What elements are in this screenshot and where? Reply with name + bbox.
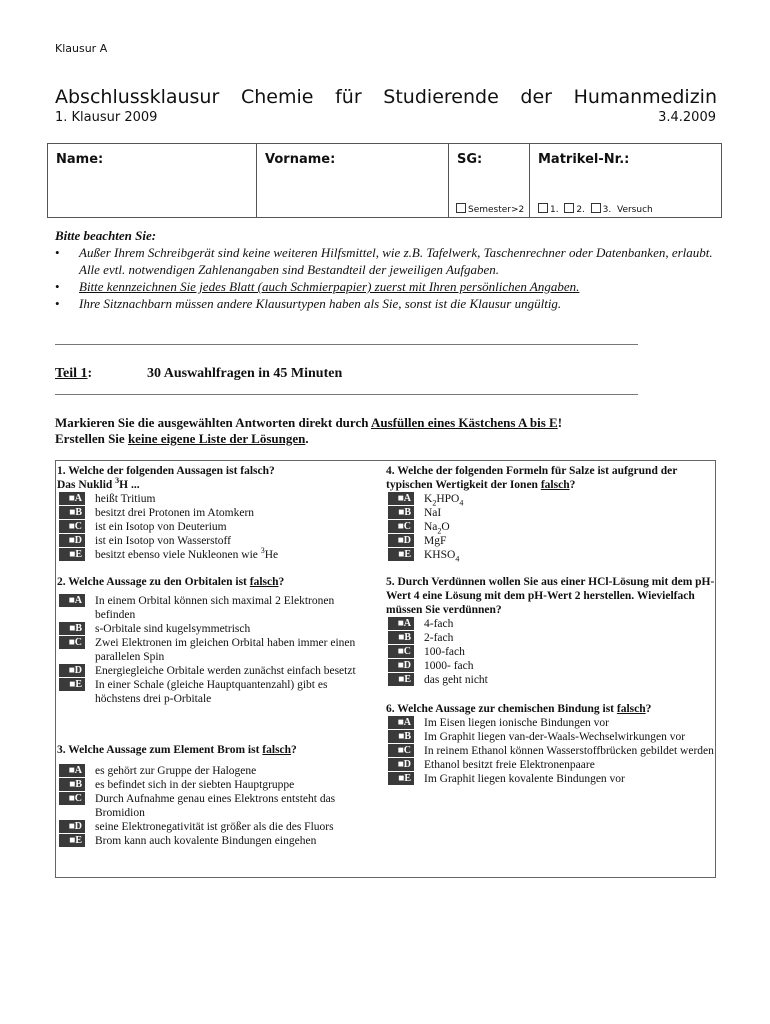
instruction-line <box>55 431 725 447</box>
question-title-text: ? <box>291 744 297 756</box>
question-1 <box>57 464 377 562</box>
versuch-2-checkbox[interactable] <box>564 203 574 213</box>
question-box <box>55 460 716 878</box>
title-word: Abschlussklausur <box>55 86 220 108</box>
title-word: Studierende <box>383 86 499 108</box>
answer-option-a[interactable] <box>57 764 369 778</box>
answer-text: 100-fach <box>424 646 465 658</box>
versuch-1-label: 1. <box>550 205 559 215</box>
question-title <box>386 702 716 716</box>
matrikel-label: Matrikel-Nr.: <box>538 152 630 167</box>
answer-text: s-Orbitale sind kugelsymmetrisch <box>95 623 251 635</box>
instruction-emphasis: Ausfüllen eines Kästchens A bis E <box>370 415 558 430</box>
answer-box-a[interactable]: ■A <box>59 492 85 505</box>
subscript: 2 <box>432 498 437 508</box>
instructions <box>55 415 725 447</box>
answer-option-a[interactable] <box>57 492 377 506</box>
bullet: • <box>55 279 60 294</box>
question-title: 1. Welche der folgenden Aussagen ist falsch? <box>57 465 275 477</box>
answer-text: In reinem Ethanol können Wasserstoffbrücken gebildet werden <box>424 745 714 757</box>
sg-label: SG: <box>457 152 483 167</box>
answer-box-c[interactable]: ■C <box>59 520 85 533</box>
answer-box-c[interactable]: ■C <box>59 792 85 805</box>
versuch-1-checkbox[interactable] <box>538 203 548 213</box>
answer-text: NaI <box>424 507 442 519</box>
answer-text: 2-fach <box>424 632 454 644</box>
subscript: 4 <box>455 554 460 564</box>
question-subtitle <box>57 478 377 492</box>
answer-text: seine Elektronegativität ist größer als die des Fluors <box>95 821 334 833</box>
versuch-label: Versuch <box>616 205 653 215</box>
question-title-emphasis: falsch <box>616 703 646 715</box>
instruction-text: Erstellen Sie <box>55 431 128 446</box>
answer-box-d[interactable]: ■D <box>388 534 414 547</box>
answer-text: Im Eisen liegen ionische Bindungen vor <box>424 717 609 729</box>
versuch-3-label: 3. <box>602 205 612 215</box>
answer-box-b[interactable]: ■B <box>388 506 414 519</box>
answer-option-d[interactable] <box>386 758 716 772</box>
versuch-3-checkbox[interactable] <box>591 203 601 213</box>
notes-heading: Bitte beachten Sie: <box>55 228 157 243</box>
section-label: Teil 1 <box>55 366 88 381</box>
note-text-line: Außer Ihrem Schreibgerät sind keine weiteren Hilfsmittel, wie z.B. Tafelwerk, Taschenrechner oder Datenbanken, erlaubt. <box>79 245 713 260</box>
answer-option-e[interactable] <box>57 548 377 562</box>
answer-text: heißt Tritium <box>95 493 156 505</box>
answer-text: es gehört zur Gruppe der Halogene <box>95 765 257 777</box>
question-title-emphasis: falsch <box>262 744 292 756</box>
versuch-2-label: 2. <box>576 205 585 215</box>
answer-option-d[interactable] <box>386 534 716 548</box>
question-title <box>57 575 369 589</box>
answer-box-c[interactable]: ■C <box>59 636 85 649</box>
answer-box-e[interactable]: ■E <box>388 772 414 785</box>
formula-part: KHSO <box>424 549 456 561</box>
exam-date: 3.4.2009 <box>658 110 716 125</box>
answer-option-e[interactable] <box>57 834 369 848</box>
superscript: 3 <box>115 476 120 486</box>
title-word: Humanmedizin <box>573 86 717 108</box>
answer-option-a[interactable] <box>386 617 716 631</box>
semester-checkbox[interactable] <box>456 203 466 213</box>
question-title-text: 2. Welche Aussage zu den Orbitalen ist <box>57 576 250 588</box>
instruction-text: ! <box>557 415 563 430</box>
subscript: 4 <box>459 498 464 508</box>
question-title <box>386 464 716 492</box>
answer-option-c[interactable] <box>57 520 377 534</box>
answer-option-b[interactable] <box>57 622 369 636</box>
semester-option-label: Semester>2 <box>468 205 525 215</box>
note-item <box>55 278 725 295</box>
superscript: 3 <box>260 546 265 556</box>
answer-option-b[interactable] <box>57 778 369 792</box>
note-text <box>79 244 713 278</box>
question-title-text: 4. Welche der folgenden Formeln für Salze ist aufgrund der typischen Wertigkeit der Ionen <box>386 465 678 491</box>
answer-text: 1000- fach <box>424 660 474 672</box>
answer-text: das geht nicht <box>424 674 488 686</box>
sg-field[interactable] <box>449 144 530 217</box>
answer-box-c[interactable]: ■C <box>388 645 414 658</box>
answer-box-d[interactable]: ■D <box>59 534 85 547</box>
answer-box-a[interactable]: ■A <box>388 716 414 729</box>
answer-option-a[interactable] <box>386 716 716 730</box>
question-2 <box>57 575 369 706</box>
question-title-emphasis: falsch <box>249 576 279 588</box>
question-title <box>57 743 369 757</box>
answer-text: 4-fach <box>424 618 454 630</box>
name-field[interactable] <box>48 144 257 217</box>
question-title-text: ? <box>645 703 652 715</box>
answer-text: Ethanol besitzt freie Elektronenpaare <box>424 759 595 771</box>
answer-text <box>95 548 377 562</box>
answer-box-c[interactable]: ■C <box>388 520 414 533</box>
answer-text <box>424 548 716 562</box>
answer-option-b[interactable] <box>386 631 716 645</box>
question-5 <box>386 575 716 687</box>
answer-box-a[interactable]: ■A <box>388 492 414 505</box>
answer-text <box>424 520 716 534</box>
title-word: für <box>335 86 362 108</box>
title-word: der <box>520 86 552 108</box>
answer-option-d[interactable] <box>57 664 369 678</box>
answer-text: In einem Orbital können sich maximal 2 Elektronen befinden <box>95 595 335 621</box>
answer-option-d[interactable] <box>386 659 716 673</box>
answer-box-b[interactable]: ■B <box>59 622 85 635</box>
vorname-label: Vorname: <box>265 152 336 167</box>
formula-part: O <box>441 521 450 533</box>
answer-box-b[interactable]: ■B <box>59 778 85 791</box>
answer-box-d[interactable]: ■D <box>388 758 414 771</box>
answer-text: es befindet sich in der siebten Hauptgruppe <box>95 779 295 791</box>
answer-box-d[interactable]: ■D <box>59 664 85 677</box>
answer-option-e[interactable] <box>386 548 716 562</box>
answer-text: Im Graphit liegen kovalente Bindungen vor <box>424 773 625 785</box>
answer-text: ist ein Isotop von Wasserstoff <box>95 535 232 547</box>
bullet: • <box>55 245 60 260</box>
instruction-line <box>55 415 725 431</box>
answer-box-a[interactable]: ■A <box>59 594 85 607</box>
answer-box-a[interactable]: ■A <box>59 764 85 777</box>
section-title: 30 Auswahlfragen in 45 Minuten <box>147 366 343 381</box>
note-text: Bitte kennzeichnen Sie jedes Blatt (auch Schmierpapier) zuerst mit Ihren persönlichen Angaben. <box>79 279 580 294</box>
answer-text: Durch Aufnahme genau eines Elektrons entsteht das Bromidion <box>95 793 336 819</box>
instruction-emphasis: keine eigene Liste der Lösungen <box>127 431 306 446</box>
answer-text: ist ein Isotop von Deuterium <box>95 521 227 533</box>
answer-option-e[interactable] <box>386 772 716 786</box>
vorname-field[interactable] <box>257 144 449 217</box>
notes-section <box>55 227 725 312</box>
question-3 <box>57 743 369 848</box>
answer-option-c[interactable] <box>386 744 716 758</box>
question-subtitle-text: H ... <box>119 479 140 491</box>
answer-option-e[interactable] <box>386 673 716 687</box>
formula-part: HPO <box>436 493 460 505</box>
answer-box-b[interactable]: ■B <box>388 730 414 743</box>
answer-option-c[interactable] <box>386 520 716 534</box>
answer-box-d[interactable]: ■D <box>388 659 414 672</box>
answer-option-d[interactable] <box>57 820 369 834</box>
divider <box>55 344 638 345</box>
answer-box-e[interactable]: ■E <box>59 678 85 691</box>
answer-text-part: He <box>264 549 279 561</box>
question-6 <box>386 702 716 786</box>
answer-box-e[interactable]: ■E <box>388 548 414 561</box>
answer-option-e[interactable] <box>57 678 369 706</box>
answer-text: besitzt drei Protonen im Atomkern <box>95 507 255 519</box>
answer-option-a[interactable] <box>386 492 716 506</box>
answer-text: Energiegleiche Orbitale werden zunächst einfach besetzt <box>95 665 356 677</box>
answer-text: Im Graphit liegen van-der-Waals-Wechselwirkungen vor <box>424 731 686 743</box>
question-title-text: ? <box>278 576 285 588</box>
bullet: • <box>55 296 60 311</box>
formula-part: Na <box>424 521 438 533</box>
personal-data-form <box>47 143 722 218</box>
answer-option-c[interactable] <box>386 645 716 659</box>
section-colon: : <box>87 366 93 381</box>
answer-box-b[interactable]: ■B <box>388 631 414 644</box>
instruction-text: Markieren Sie die ausgewählten Antworten direkt durch <box>55 415 371 430</box>
note-item <box>55 244 725 278</box>
answer-text: In einer Schale (gleiche Hauptquantenzahl) gibt es höchstens drei p-Orbitale <box>95 679 328 705</box>
answer-box-e[interactable]: ■E <box>59 834 85 847</box>
answer-box-e[interactable]: ■E <box>388 673 414 686</box>
answer-option-a[interactable] <box>57 594 369 622</box>
note-text-line: Alle evtl. notwendigen Zahlenangaben sind Bestandteil der jeweiligen Aufgaben. <box>79 262 500 277</box>
question-title-text: 3. Welche Aussage zum Element Brom ist <box>57 744 263 756</box>
answer-text-part: besitzt ebenso viele Nukleonen wie <box>95 549 261 561</box>
answer-text: Brom kann auch kovalente Bindungen eingehen <box>95 835 317 847</box>
answer-box-c[interactable]: ■C <box>388 744 414 757</box>
answer-box-b[interactable]: ■B <box>59 506 85 519</box>
matrikel-field[interactable] <box>530 144 721 217</box>
answer-text: Zwei Elektronen im gleichen Orbital haben immer einen parallelen Spin <box>95 637 356 663</box>
question-title-emphasis: falsch <box>540 479 570 491</box>
versuch-options <box>538 203 653 215</box>
name-label: Name: <box>56 152 104 167</box>
question-title: 5. Durch Verdünnen wollen Sie aus einer HCl-Lösung mit dem pH-Wert 4 eine Lösung mit dem pH-Wert 2 herstellen. Wievielfach müssen Sie verdünnen? <box>386 576 715 616</box>
note-text: Ihre Sitznachbarn müssen andere Klausurtypen haben als Sie, sonst ist die Klausur ungültig. <box>79 296 562 311</box>
subscript: 2 <box>437 526 442 536</box>
question-title-text: ? <box>569 479 576 491</box>
answer-text: MgF <box>424 535 447 547</box>
answer-box-d[interactable]: ■D <box>59 820 85 833</box>
exam-title <box>55 86 717 108</box>
answer-option-c[interactable] <box>57 792 369 820</box>
answer-option-d[interactable] <box>57 534 377 548</box>
instruction-text: . <box>305 431 309 446</box>
answer-option-b[interactable] <box>57 506 377 520</box>
answer-box-e[interactable]: ■E <box>59 548 85 561</box>
title-word: Chemie <box>240 86 314 108</box>
question-subtitle-text: Das Nuklid <box>57 479 116 491</box>
section-heading <box>55 366 343 382</box>
exam-subtitle: 1. Klausur 2009 <box>55 110 158 125</box>
answer-option-b[interactable] <box>386 506 716 520</box>
klausur-label: Klausur A <box>55 42 108 55</box>
question-4 <box>386 464 716 562</box>
formula-part: K <box>424 493 433 505</box>
divider <box>55 394 638 395</box>
question-title-text: 6. Welche Aussage zur chemischen Bindung ist <box>386 703 617 715</box>
answer-option-b[interactable] <box>386 730 716 744</box>
answer-box-a[interactable]: ■A <box>388 617 414 630</box>
answer-option-c[interactable] <box>57 636 369 664</box>
semester-option <box>456 203 524 215</box>
answer-text <box>424 492 716 506</box>
note-item <box>55 295 725 312</box>
